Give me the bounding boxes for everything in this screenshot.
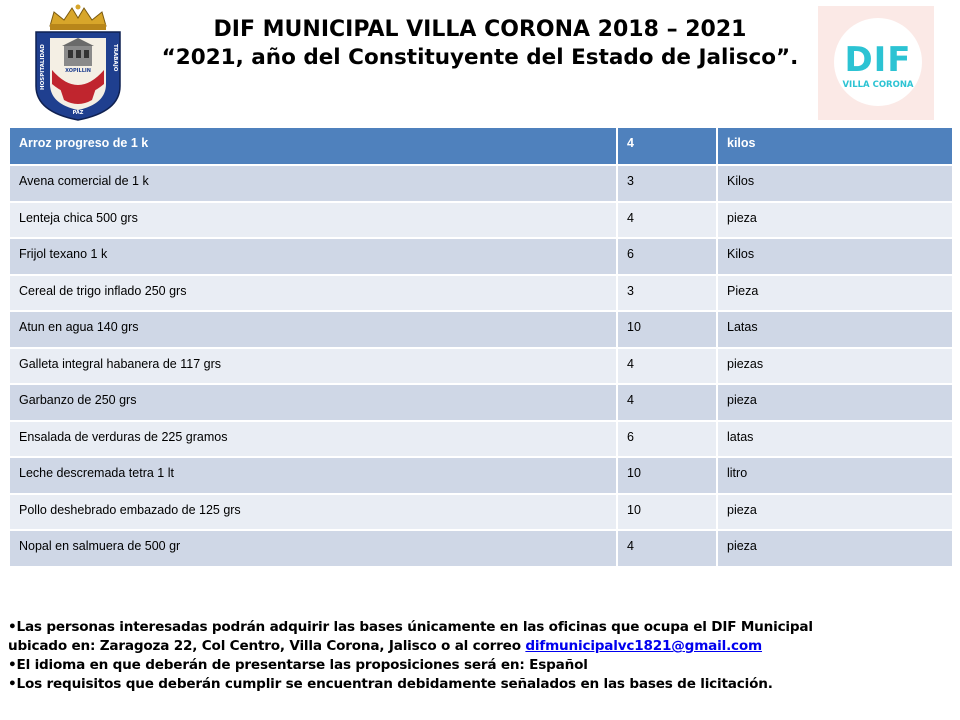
crest-right-text: TRABAJO [112,44,118,72]
table-cell-quantity: 6 [617,421,717,458]
dif-villa-corona-logo [818,6,934,120]
table-cell-unit: latas [717,421,953,458]
table-row [9,165,953,202]
table-cell-quantity: 10 [617,457,717,494]
logo-subtitle: VILLA CORONA [842,80,914,90]
table-cell-item: Atun en agua 140 grs [9,311,617,348]
table-cell-unit: pieza [717,384,953,421]
table-cell-item: Galleta integral habanera de 117 grs [9,348,617,385]
table-row [9,421,953,458]
table-cell-quantity: 4 [617,348,717,385]
table-row [9,494,953,531]
table-cell-item: Frijol texano 1 k [9,238,617,275]
table-row [9,457,953,494]
table-row [9,202,953,239]
table-cell-item: Avena comercial de 1 k [9,165,617,202]
crest-banner-text: XOPILLIN [65,68,91,74]
table-cell-item: Lenteja chica 500 grs [9,202,617,239]
table-cell-unit: pieza [717,202,953,239]
table-cell-quantity: 4 [617,384,717,421]
table-cell-unit: pieza [717,530,953,567]
table-cell-item: Pollo deshebrado embazado de 125 grs [9,494,617,531]
table-row [9,530,953,567]
logo-circle [834,18,922,106]
title-line-2: “2021, año del Constituyente del Estado de Jalisco”. [161,45,799,70]
note-line-2 [8,637,952,656]
table-row [9,311,953,348]
note-line-4: •Los requisitos que deberán cumplir se encuentran debidamente señalados en las bases de licitación. [8,676,773,692]
table-cell-quantity: 6 [617,238,717,275]
table-cell-unit: Pieza [717,275,953,312]
table-header-row [9,127,953,165]
table-cell-unit: Kilos [717,238,953,275]
table-row [9,384,953,421]
table-cell-item: Garbanzo de 250 grs [9,384,617,421]
table-cell-quantity: 3 [617,165,717,202]
table-row [9,275,953,312]
table-row [9,238,953,275]
municipal-crest [30,4,126,122]
table-cell-item: Cereal de trigo inflado 250 grs [9,275,617,312]
table-cell-item: Nopal en salmuera de 500 gr [9,530,617,567]
notes-block [8,618,952,694]
table-cell-quantity: 10 [617,311,717,348]
table-cell-quantity: 10 [617,494,717,531]
title-line-1: DIF MUNICIPAL VILLA CORONA 2018 – 2021 [213,17,747,42]
logo-word: DIF [844,40,912,80]
table-cell-unit: Latas [717,311,953,348]
note-address: ubicado en: Zaragoza 22, Col Centro, Villa Corona, Jalisco o al correo [8,638,526,654]
table-cell-quantity: 4 [617,127,717,165]
table-cell-unit: Kilos [717,165,953,202]
items-table [8,126,954,568]
table-cell-quantity: 3 [617,275,717,312]
document-title [140,16,820,72]
table-cell-item: Ensalada de verduras de 225 gramos [9,421,617,458]
table-cell-unit: pieza [717,494,953,531]
table-cell-item: Arroz progreso de 1 k [9,127,617,165]
table-cell-quantity: 4 [617,202,717,239]
table-cell-quantity: 4 [617,530,717,567]
note-line-3: •El idioma en que deberán de presentarse las proposiciones será en: Español [8,657,588,673]
note-line-1: •Las personas interesadas podrán adquirir las bases únicamente en las oficinas que ocupa el DIF Municipal [8,619,813,635]
table-row [9,348,953,385]
table-cell-unit: litro [717,457,953,494]
table-cell-unit: kilos [717,127,953,165]
crest-left-text: HOSPITALIDAD [40,44,46,90]
table-cell-item: Leche descremada tetra 1 lt [9,457,617,494]
table-cell-unit: piezas [717,348,953,385]
crest-base-text: PAZ [72,110,84,116]
email-link[interactable]: difmunicipalvc1821@gmail.com [525,638,763,654]
crown-icon [50,5,106,31]
